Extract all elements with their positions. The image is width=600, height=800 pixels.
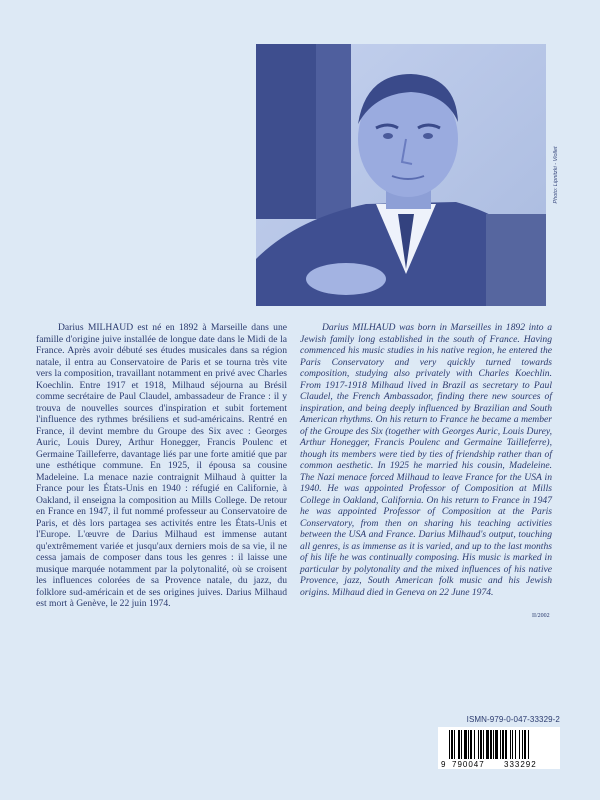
biography-french-text: Darius MILHAUD est né en 1892 à Marseille dans une famille d'origine juive installée de longue date dans le Midi de la France. Après avoir débuté ses études musicales dans sa région natale, il entra au Conservatoire de Paris et se tourna très vite vers la composition, travaillant notamment en privé avec Charles Koechlin. Entre 1917 et 1918, Milhaud séjourna au Brésil comme secrétaire de Paul Claudel, ambassadeur de France : il y trouva de nouvelles sources d'inspiration et subit fortement l'influence des rythmes brésiliens et sud-américains. Rentré en France, il devint membre du Groupe des Six avec : Georges Auric, Louis Durey, Arthur Honegger, Francis Poulenc et Germaine Tailleferre, davantage liés par une forte amitié que par une esthétique commune. En 1925, il épousa sa cousine Madeleine. La menace nazie contraignit Milhaud à quitter la France pour les États-Unis en 1940 : réfugié en Californie, à Oakland, il enseigna la composition au Mills College. De retour en France en 1947, il fut nommé professeur au Conservatoire de Paris, et dès lors partagea ses activités entre les États-Unis et l'Europe. L'œuvre de Darius Milhaud est immense autant qu'extrêmement variée et jusqu'aux derniers mois de sa vie, il ne cessa jamais de composer dans tous les genres : il laisse une musique marquée notamment par la polytonalité, où se croisent les influences colorées de sa Provence natale, du jazz, du folklore sud-américain et de ses origines juives. Darius Milhaud est mort à Genève, le 22 juin 1974. [36, 322, 287, 609]
barcode-bar [451, 730, 453, 759]
barcode-bar [483, 730, 484, 759]
barcode-bar [468, 730, 469, 759]
barcode-bar [464, 730, 467, 759]
barcode-bar [478, 730, 479, 759]
barcode-bar [454, 730, 455, 759]
barcode-bar [493, 730, 494, 759]
barcode-digits-right: 333292 [504, 760, 537, 769]
barcode-bar [470, 730, 472, 759]
edition-date: II/2002 [532, 613, 550, 619]
photo-credit [548, 44, 564, 306]
portrait-photo [256, 44, 546, 306]
barcode-bar [495, 730, 498, 759]
barcode-bar [474, 730, 475, 759]
barcode-bar [502, 730, 504, 759]
biography-french [36, 322, 287, 610]
barcode-bar [505, 730, 507, 759]
barcode-digit-left: 9 [441, 760, 446, 769]
barcode-bar [449, 730, 450, 759]
barcode-bar [490, 730, 492, 759]
barcode-bar [510, 730, 511, 759]
barcode-bar [528, 730, 529, 759]
ismn-number: ISMN-979-0-047-33329-2 [466, 715, 560, 724]
barcode [438, 727, 560, 769]
barcode-bar [512, 730, 513, 759]
barcode-bar [522, 730, 523, 759]
barcode-bar [486, 730, 489, 759]
photo-credit-text: Photo: Lipnitzki - Viollet [553, 146, 559, 204]
barcode-bar [524, 730, 526, 759]
barcode-icon [438, 727, 560, 769]
biography-english-text: Darius MILHAUD was born in Marseilles in 1892 into a Jewish family long established in the south of France. Having commenced his music studies in his native region, he entered the Paris Conservatory and very quickly turned towards composition, studying also privately with Charles Koechlin. From 1917-1918 Milhaud lived in Brazil as secretary to Paul Claudel, the French Ambassador, finding there new sources of inspiration, and being deeply influenced by Brazilian and South American rhythms. On his return to France he became a member of the Groupe des Six (together with Georges Auric, Louis Durey, Arthur Honegger, Francis Poulenc and Germaine Tailleferre), though its members were tied by ties of friendship rather than of common aesthetic. In 1925 he married his cousin, Madeleine. The Nazi menace forced Milhaud to leave France for the USA in 1940. He was appointed Professor of Composition at Mills College in Oakland, California. On his return to France in 1947 he was appointed Professor of Composition at the Paris Conservatory, from then on sharing his teaching activities between the USA and France. Darius Milhaud's output, touching all genres, is as immense as it is varied, and up to the last months of his life he was continually composing. His music is marked in particular by polytonality and the mixed influences of his native Provence, jazz, South American folk music and his Jewish origins. Milhaud died in Geneva on 22 June 1974. [300, 322, 552, 598]
barcode-bar [458, 730, 460, 759]
portrait-photo-icon [256, 44, 546, 306]
biography-english [300, 322, 552, 598]
barcode-bar [461, 730, 462, 759]
barcode-bar [515, 730, 516, 759]
barcode-bar [500, 730, 501, 759]
barcode-bar [519, 730, 520, 759]
barcode-bar [480, 730, 482, 759]
barcode-digits-mid: 790047 [452, 760, 485, 769]
